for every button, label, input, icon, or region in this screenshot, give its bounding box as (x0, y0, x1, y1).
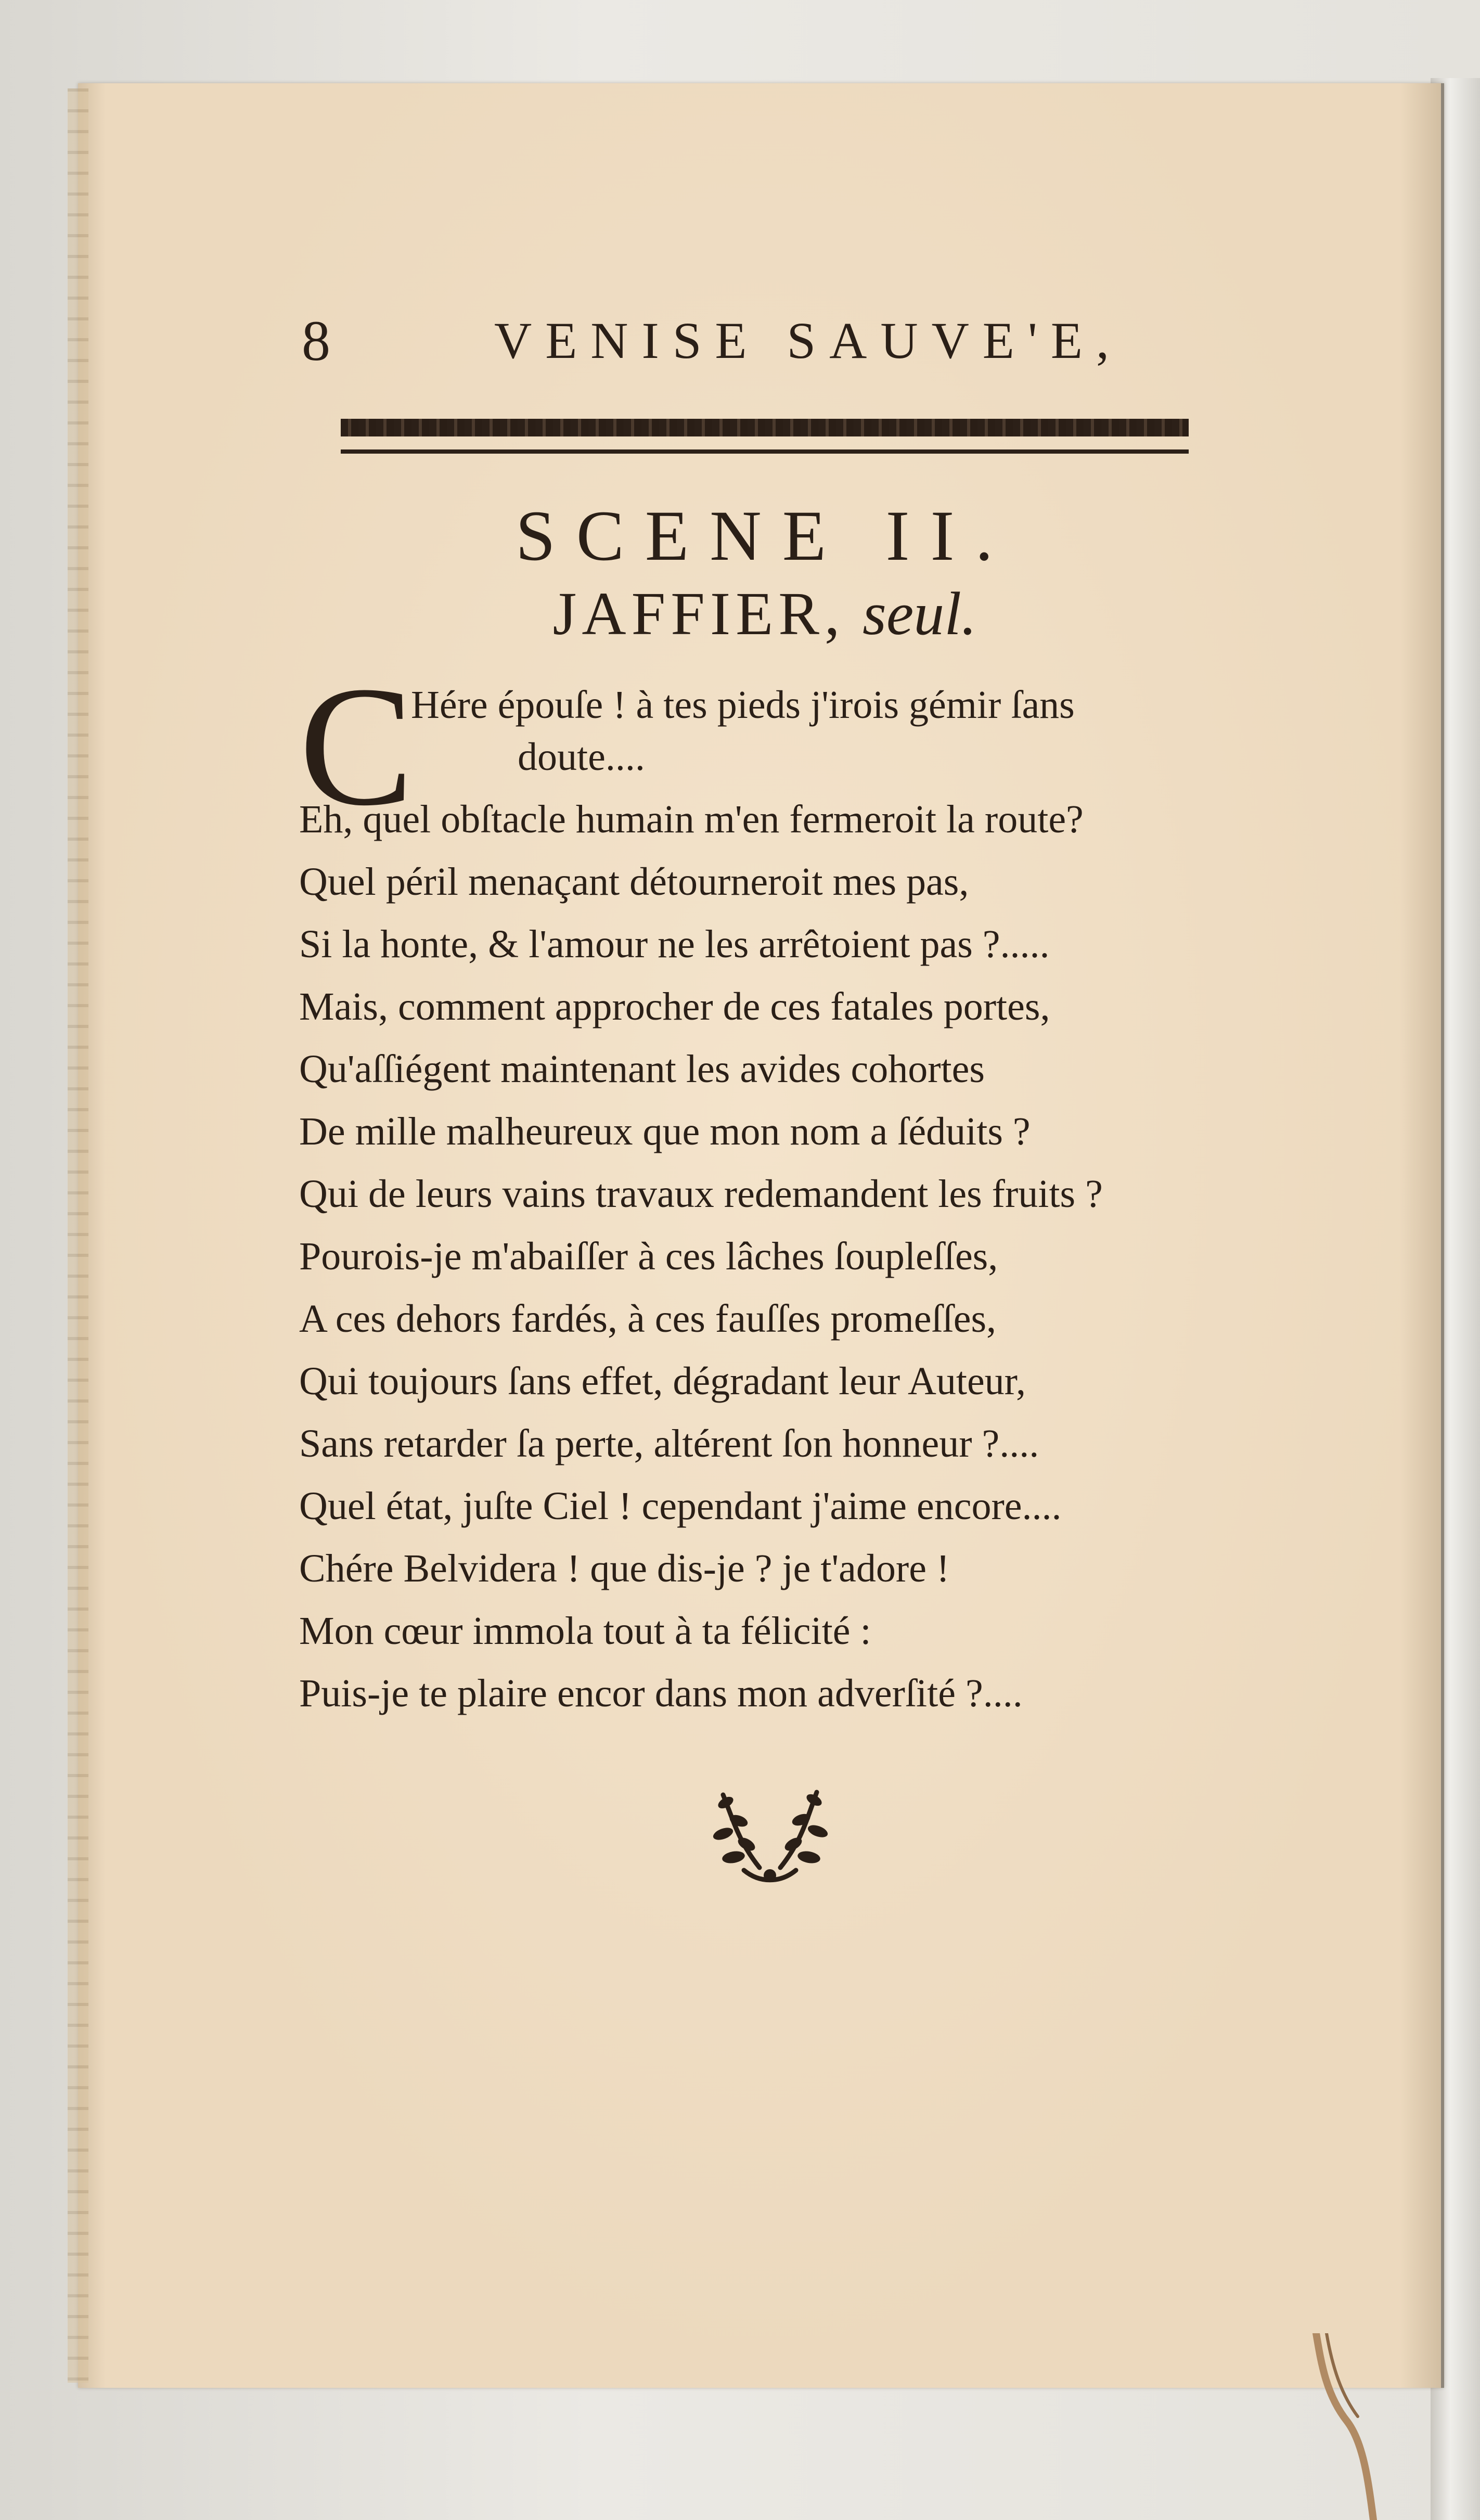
verse-line: Hére épouſe ! à tes pieds j'irois gémir ſans (411, 683, 1075, 727)
verse-line: Qui de leurs vains travaux redemandent les fruits ? (299, 1172, 1103, 1216)
speaker-heading (341, 577, 1189, 650)
verse-line: Mon cœur immola tout à ta félicité : (299, 1609, 871, 1653)
verse-line: Quel péril menaçant détourneroit mes pas, (299, 860, 969, 904)
stage-direction: seul. (862, 580, 977, 648)
running-title: VENISE SAUVE'E, (494, 312, 1123, 369)
verse-line: Mais, comment approcher de ces fatales portes, (299, 985, 1050, 1028)
verse-line: Pourois-je m'abaiſſer à ces lâches ſoupleſſes, (299, 1235, 998, 1278)
verse-line: Chére Belvidera ! que dis-je ? je t'adore ! (299, 1547, 950, 1590)
page-number: 8 (302, 309, 330, 372)
verse-line: Quel état, juſte Ciel ! cependant j'aime encore.... (299, 1484, 1062, 1528)
verse-line: Qu'aſſiégent maintenant les avides cohortes (299, 1047, 985, 1091)
running-head (302, 307, 1196, 375)
verse-line: A ces dehors fardés, à ces fauſſes promeſſes, (299, 1297, 997, 1341)
scene-title: SCENE II. (516, 496, 1014, 575)
verse-line: Si la honte, & l'amour ne les arrêtoient pas ?..... (299, 922, 1050, 966)
fleuron-ornament-icon (702, 1779, 838, 1894)
bookmark-ribbon-icon (1306, 2333, 1379, 2520)
verse-line: Qui toujours ſans effet, dégradant leur Auteur, (299, 1359, 1026, 1403)
binding-gutter (68, 88, 88, 2383)
verse-line: De mille malheureux que mon nom a ſéduits ? (299, 1110, 1031, 1153)
rule-line (341, 449, 1189, 454)
verse-line: Puis-je te plaire encor dans mon adverſité ?.... (299, 1672, 1023, 1715)
ornamental-rule (341, 419, 1189, 436)
verse-line: doute.... (518, 735, 645, 779)
verse-line: Eh, quel obſtacle humain m'en fermeroit la route? (299, 798, 1084, 841)
speaker-name: JAFFIER, (552, 580, 845, 648)
drop-cap: C (299, 651, 414, 841)
verse-line: Sans retarder ſa perte, altérent ſon honneur ?.... (299, 1422, 1039, 1465)
